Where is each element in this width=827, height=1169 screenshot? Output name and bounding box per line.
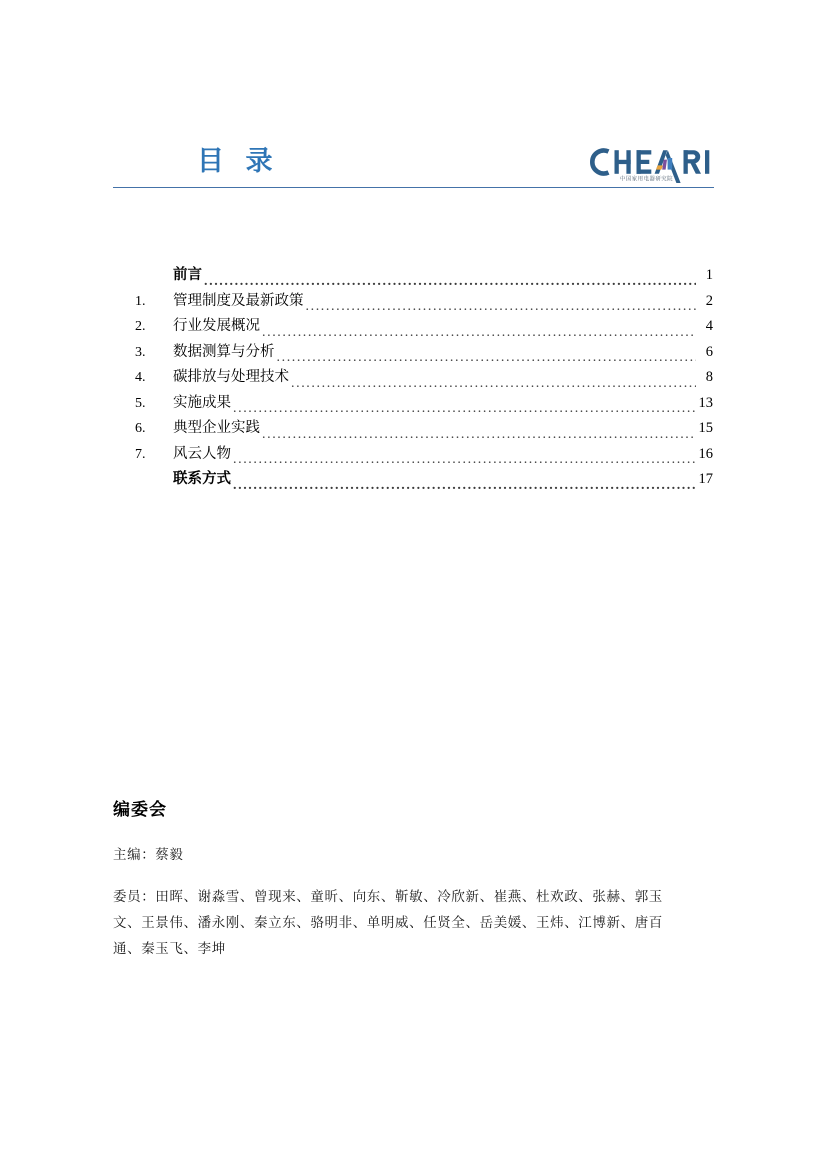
toc-leader-dots	[233, 452, 696, 466]
toc-leader-dots	[204, 274, 696, 288]
toc-entry-page: 8	[705, 369, 713, 385]
page-title: 目 录	[197, 146, 280, 176]
toc-entry-label: 典型企业实践	[173, 420, 260, 436]
editorial-board-title: 编委会	[113, 800, 167, 820]
toc-entry-page: 6	[705, 343, 713, 360]
page-header	[113, 143, 714, 191]
toc-entry[interactable]	[135, 467, 713, 493]
toc-entry[interactable]	[135, 365, 713, 391]
toc-leader-dots	[233, 478, 696, 492]
toc-entry-label: 数据测算与分析	[173, 343, 275, 360]
toc-entry-page: 13	[698, 394, 713, 411]
toc-entry-number: 5.	[135, 395, 146, 411]
toc-entry[interactable]	[135, 416, 713, 442]
toc-leader-dots	[262, 427, 696, 441]
toc-entry-label: 前言	[173, 267, 202, 283]
toc-entry-page: 16	[698, 445, 713, 462]
toc-entry-number: 3.	[135, 344, 146, 360]
toc-entry[interactable]	[135, 340, 713, 366]
toc-leader-dots	[291, 376, 696, 390]
toc-entry-label: 风云人物	[173, 445, 231, 462]
toc-entry[interactable]	[135, 314, 713, 340]
table-of-contents	[135, 263, 713, 493]
board-members-line: 委员：田晖、谢淼雪、曾现来、童昕、向东、靳敏、冷欣新、崔燕、杜欢政、张赫、郭玉文、王景伟、潘永刚、秦立东、骆明非、单明威、任贤全、岳美媛、王炜、江博新、唐百通、秦玉飞、李坤	[113, 889, 663, 957]
editorial-board-section	[113, 795, 713, 962]
toc-entry[interactable]	[135, 442, 713, 468]
toc-entry-label: 实施成果	[173, 394, 231, 411]
toc-entry[interactable]	[135, 289, 713, 315]
toc-entry-page: 4	[705, 318, 713, 334]
toc-entry-number: 6.	[135, 421, 146, 436]
toc-leader-dots	[277, 350, 697, 364]
toc-entry-label: 碳排放与处理技术	[173, 369, 289, 385]
toc-entry-page: 15	[698, 420, 713, 436]
toc-entry[interactable]	[135, 263, 713, 289]
toc-entry-number: 4.	[135, 370, 146, 385]
toc-entry-number: 1.	[135, 293, 146, 309]
toc-entry-number: 7.	[135, 446, 146, 462]
toc-entry-label: 联系方式	[173, 471, 231, 487]
toc-entry[interactable]	[135, 391, 713, 417]
toc-leader-dots	[233, 401, 696, 415]
toc-leader-dots	[306, 299, 697, 313]
toc-entry-page: 17	[698, 471, 713, 487]
chief-editor-line: 主编：蔡毅	[113, 847, 184, 863]
toc-entry-label: 管理制度及最新政策	[173, 292, 304, 309]
toc-leader-dots	[262, 325, 696, 339]
cheari-logo-icon	[588, 145, 714, 187]
toc-entry-page: 2	[705, 292, 713, 309]
toc-entry-label: 行业发展概况	[173, 318, 260, 334]
header-divider	[113, 187, 714, 188]
toc-entry-page: 1	[705, 267, 713, 283]
svg-text:中国家用电器研究院: 中国家用电器研究院	[620, 176, 674, 183]
toc-entry-number: 2.	[135, 319, 146, 334]
cheari-logo	[588, 145, 714, 187]
